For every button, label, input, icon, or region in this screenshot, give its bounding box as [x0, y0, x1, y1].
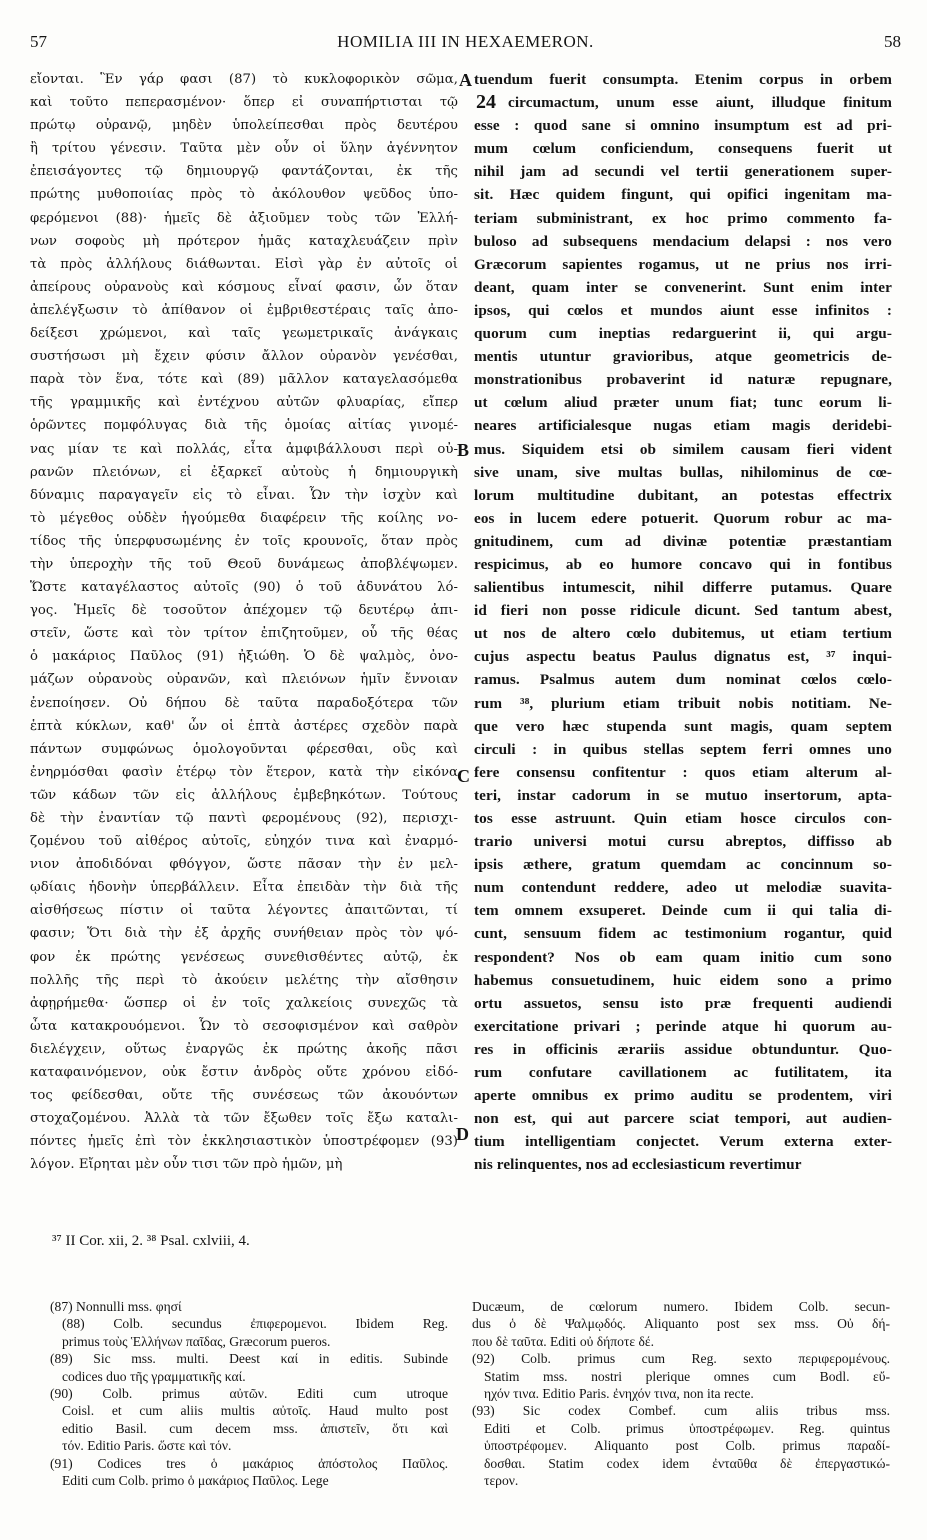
footnote-line: που δὲ ταῦτα. Editi οὐ δήποτε δέ. [472, 1333, 655, 1349]
greek-text-line: πάντων συμφώνως ὁμολογοῦνται φέρεσθαι, οὓς καὶ [30, 741, 458, 757]
greek-text-line: ἀπείρους οὐρανοὺς καὶ κόσμους εἶναί φασιν, ὧν ὅταν [30, 279, 458, 295]
greek-text-line: καταφαινόμενον, οὐκ ἔστιν ἀνδρὸς οὔτε χρόνου εἰδό- [30, 1065, 458, 1081]
greek-text-line: στεῖν, ὥστε καὶ τὸν τρίτον ἐπιζητοῦμεν, οὗ τῆς θέας [30, 626, 458, 642]
footnote-line: ηχόν τινα. Editio Paris. ἐνηχόν τινα, non ita recte. [484, 1385, 754, 1401]
footnote-line: primus τοὺς Ἑλλήνων παῖδας, Græcorum pueros. [62, 1333, 331, 1349]
latin-text-line: eos in lucem edere potuerit. Quorum robur ac ma- [474, 509, 892, 527]
greek-text-line: ὦτα κατακρουόμενοι. Ὧν τὸ σεσοφισμένον καὶ σαθρὸν [30, 1018, 458, 1034]
latin-text-line: respondent? Nos ob eam quam initio cum sono [474, 948, 892, 966]
greek-text-line: τὰ πρὸς ἀλλήλους διάθωνται. Εἰσὶ γὰρ ἐν αὐτοῖς οἱ [30, 256, 458, 272]
latin-text-line: mum cœlum conficiendum, consequens fuerit ut [474, 140, 892, 158]
margin-marker-c: C [457, 766, 470, 786]
greek-text-line: ἢ τρίτου γένεσιν. Ταῦτα μὲν οὖν οἱ ὕλην ἀγέννητον [30, 141, 458, 157]
latin-text-line: circuli : in quibus stellas septem ferri omnes uno [474, 740, 892, 758]
latin-text-line: monstrationibus probaverint id naturæ repugnare, [474, 371, 892, 389]
margin-marker-a: A [459, 70, 472, 90]
greek-text-line: αἰσθήσεως πίστιν οἱ ταῦτα λέγοντες ἀπαιτῶνται, τί [30, 903, 458, 919]
greek-text-line: νων σοφοὺς μὴ πρότερον ἡμᾶς καταχλευάζειν πρὶν [30, 233, 458, 249]
footnote-line: dus ὁ δὲ Ψαλμῳδός. Aliquanto post sex mss. Οὐ δή- [472, 1316, 890, 1332]
footnote-line: ὑποστρέφομεν. Aliquanto post Colb. primus παραδί- [484, 1438, 890, 1454]
footnotes-right [472, 1298, 890, 1489]
greek-text-line: δύναμις παραγαγεῖν εἰς τὸ εἶναι. Ὧν τὴν ἰσχὺν καὶ [30, 487, 458, 503]
latin-text-line: quorum cum ineptias redarguerint ii, qui argu- [474, 325, 892, 343]
greek-text-line: δὲ τὴν ἐναντίαν τῷ παντὶ φερομένους (92), περισχι- [30, 811, 458, 826]
latin-text-line: ipsos, qui cœlos et mundos aiunt esse infinitos : [474, 301, 892, 319]
greek-text-line: δείξεσι χρώμενοι, καὶ ταῖς γεωμετρικαῖς ἀνάγκαις [30, 326, 458, 342]
scripture-references: ³⁷ II Cor. xii, 2. ³⁸ Psal. cxlviii, 4. [52, 1233, 250, 1249]
greek-text-line: τῶν κάδων τῶν εἰς ἀλλήλους ἐμβεβηκότων. Τούτους [30, 787, 458, 803]
latin-text-line: rum ³⁸, plurium etiam tribuit nobis notitiam. Ne- [474, 694, 892, 712]
footnote-line: Editi cum Colb. primo ὁ μακάριος Παῦλος. Lege [62, 1472, 329, 1488]
greek-text-line: Ὥστε καταγέλαστος αὐτοῖς (90) ὁ τοῦ ἀδυνάτου λό- [30, 580, 458, 596]
latin-text-line: salientibus intumescit, nihil differre putamus. Quare [474, 579, 892, 597]
footnotes-left [50, 1298, 448, 1489]
latin-text-line: buloso ad subsequens mendacium delapsi : nos vero [474, 232, 892, 250]
latin-text-line: tium intelligentiam conjectet. Verum externa exter- [474, 1133, 892, 1151]
footnote-line: Statim mss. nostri plerique omnes cum Bodl. εὔ- [484, 1368, 890, 1384]
latin-text-line: teri, instar cadorum in se mutuo insertorum, apta- [474, 786, 892, 804]
page-number-left: 57 [30, 32, 47, 51]
latin-text-line: nihil jam ad secundi vel tertii generationem super- [474, 163, 892, 181]
greek-text-line: μάζων οὐρανοὺς οὐρανῶν, καὶ πλειόνων ἡμῖν ἔννοιαν [30, 672, 458, 688]
latin-text-line: rum confutare cavillationem ac futilitatem, ita [474, 1064, 892, 1082]
footnote-line: (87) Nonnulli mss. φησί [50, 1299, 182, 1314]
latin-text-line: trario universi motui cursu abreptos, diffisso ab [474, 833, 892, 851]
greek-text-line: τίδος τῆς ὑπερφυσωμένης ἐν τοῖς κρουνοῖς, ὅταν πρὸς [30, 533, 458, 549]
greek-text-line: ὁρῶντες πομφόλυγας διὰ τῆς ὁμοίας αἰτίας γινομέ- [30, 418, 458, 434]
latin-text-line: tem omnem exsuperet. Deinde cum ii qui talia di- [474, 902, 892, 920]
latin-text-line: esse : quod sane si omnino insumptum est ad pri- [474, 117, 892, 135]
greek-text-line: ὁ μακάριος Παῦλος (91) ἠξιώθη. Ὁ δὲ ψαλμὸς, ὀνο- [30, 649, 458, 665]
footnote-line: Ducæum, de cœlorum numero. Ibidem Colb. secun- [472, 1299, 890, 1314]
footnote-line: Editi et Colb. primus ὑποστρέφωμεν. Reg. quintus [484, 1420, 890, 1436]
latin-text-line: ut cœlum aliud præter unum fiat; tunc eorum li- [474, 394, 892, 412]
greek-text-line: ἑπτὰ κύκλων, καθ' ὧν οἱ ἑπτὰ ἀστέρες σχεδὸν παρὰ [30, 718, 458, 734]
latin-text-line: sive unam, sive multas bullas, nihilominus de cœ- [474, 463, 892, 481]
greek-text-line: νας μίαν τε καὶ πολλάς, εἶτα ἀμφιβάλλουσι περὶ οὐ- [30, 441, 458, 457]
latin-text-line: teriam subministrant, ex hoc primo commento fa- [474, 209, 892, 227]
greek-text-line: στοχαζομένου. Ἀλλὰ τὰ τῶν ἔξωθεν τοῖς ἔξω καταλι- [30, 1111, 458, 1127]
latin-text-line: que vero hæc stupenda sunt magis, quam septem [474, 717, 892, 735]
greek-text-line: ἀπελέγξωσιν τὸ ἀπίθανον οἱ ἐμβριθεστέραις ταῖς ἀπο- [30, 302, 458, 318]
latin-text-line: res in officinis ærariis assidue obtunduntur. Quo- [474, 1040, 892, 1058]
latin-text-line: mentis utuntur gravioribus, atque geometricis de- [474, 348, 892, 366]
latin-text-line: Græcorum sapientes rogamus, ut ne prius nos irri- [474, 255, 892, 273]
greek-text-line: ἐνεποίησεν. Οὐ δήπου δὲ ταῦτα παραδοξότερα τῶν [30, 695, 458, 711]
greek-text-line: ἐνηρμόσθαι φασὶν ἑτέρῳ τὸν ἕτερον, κατὰ τὴν εἰκόνα [30, 764, 458, 780]
footnote-line: (91) Codices tres ὁ μακάριος ἀπόστολος Παῦλος. [50, 1455, 448, 1471]
footnote-line: τόν. Editio Paris. ὥστε καὶ τόν. [62, 1438, 232, 1454]
footnote-line: Coisl. et cum aliis multis αὐτοῖς. Haud multo post [62, 1403, 448, 1419]
greek-text-line: πολλῆς τῆς περὶ τὸ ἀκούειν μελέτης τὴν αἴσθησιν [30, 972, 458, 988]
latin-text-line: respicimus, ab eo humore concavo qui in fontibus [474, 555, 892, 573]
latin-text-line: tos esse astruunt. Quin etiam hosce circulos con- [474, 810, 892, 827]
latin-text-line: id fieri non posse ridicule dicunt. Sed tantum abest, [474, 602, 892, 620]
latin-text-line: habemus consuetudinem, huic eidem sono a primo [474, 971, 892, 989]
latin-text-line: sit. Hæc quidem fingunt, qui opifici ingenitam ma- [474, 186, 892, 204]
latin-text-line: neares artificialesque nugas etiam magis deridebi- [474, 417, 892, 435]
greek-text-line: πρώτης μυθοποιίας πρὸς τὸ ἀκόλουθον ψεῦδος ὑπο- [30, 187, 458, 203]
greek-text-line: νιον ἀποδιδόναι φθόγγον, ὥστε πᾶσαν τὴν ἐν μελ- [30, 857, 458, 873]
footnote-line: (90) Colb. primus αὐτῶν. Editi cum utroque [50, 1385, 448, 1401]
greek-text-line: παρὰ τὸν ἕνα, τότε καὶ (89) μᾶλλον καταγελασόμεθα [30, 372, 458, 388]
greek-text-line: πρώτῳ οὐρανῷ, μηδὲν ὑπολείπεσθαι πρὸς δευτέρου [30, 118, 458, 134]
greek-text-line: γος. Ἡμεῖς δὲ τοσοῦτον ἀπέχομεν τῷ δευτέρῳ ἀπι- [30, 603, 458, 619]
latin-text-line: mus. Siquidem etsi ob similem causam fieri vident [474, 440, 892, 458]
greek-text-line: ῳδίαις ἡδονὴν ὑπερβάλλειν. Εἶτα ἐπειδὰν τὴν διὰ τῆς [30, 880, 458, 896]
greek-text-line: τος φείδεσθαι, οὔτε τῆς συνέσεως τῶν ἀκουόντων [30, 1088, 458, 1104]
latin-text-line: num contendunt reddere, adeo ut melodiæ suavita- [474, 879, 892, 897]
latin-text-line: ipsis æthere, gratum quemdam ac concinnum so- [474, 856, 892, 874]
latin-text-line: deant, quam inter se convenerint. Sunt enim inter [474, 278, 892, 296]
greek-text-line: ἀφῃρήμεθα· ὥσπερ οἱ ἐν τοῖς χαλκείοις συνεχῶς τὰ [30, 995, 458, 1011]
latin-text-line: ortu assuetos, sensu isto præ frequenti audiendi [474, 994, 892, 1012]
page-title: HOMILIA III IN HEXAEMERON. [337, 32, 594, 51]
footnote-line: (92) Colb. primus cum Reg. sexto περιφερομένους. [472, 1351, 890, 1367]
latin-text-line: ramus. Psalmus autem dum nominat cœlos cœlo- [474, 671, 892, 689]
page-number-right: 58 [884, 32, 901, 51]
section-number: 24 [476, 91, 496, 113]
greek-text-line: καὶ τοῦτο πεπερασμένον· ὅπερ εἰ συναπήρτισται τῷ [30, 95, 458, 111]
latin-text-line: exercitatione privari ; perinde atque hi quorum au- [474, 1017, 892, 1035]
latin-text-line: gnitudinem, cum ad divinæ potentiæ præstantiam [474, 532, 892, 550]
latin-text-line: aperte omnibus ex primo auditu se prodentem, viri [474, 1087, 892, 1105]
footnote-line: codices duo τῆς γραμματικῆς καί. [62, 1368, 246, 1384]
running-header [30, 32, 901, 58]
greek-text-line: εἴονται. Ἓν γάρ φασι (87) τὸ κυκλοφορικὸν σῶμα, [30, 72, 458, 87]
greek-text-line: ρανῶν πλειόνων, εἰ ἐξαρκεῖ αὐτοὺς ἡ δημιουργικὴ [30, 464, 458, 480]
margin-marker-b: B [457, 440, 470, 460]
footnote-line: (88) Colb. secundus ἐπιφερομενοι. Ibidem Reg. [62, 1316, 448, 1332]
greek-text-line: συστήσωσι μὴ ἔχειν φύσιν ἄλλον οὐρανὸν γενέσθαι, [30, 349, 458, 365]
latin-text-line: non est, qui aut parcere sciat tempori, aut audien- [474, 1110, 892, 1128]
margin-marker-d: D [456, 1124, 469, 1144]
greek-text-line: διελέγχειν, οὕτως ἐναργῶς ἐκ πρώτης ἀκοῆς πᾶσι [30, 1041, 458, 1057]
latin-text-column [474, 68, 892, 1177]
footnote-line: δοσθαι. Statim codex idem ἐνταῦθα δὲ ἐπεργαστικώ- [484, 1455, 890, 1471]
latin-text-line: fere consensu confitentur : quos etiam alterum al- [474, 763, 892, 781]
latin-text-line: circumactum, unum esse aiunt, illudque finitum [508, 94, 892, 112]
greek-text-column [30, 68, 458, 1177]
footnote-line: (93) Sic codex Combef. cum aliis tribus mss. [472, 1403, 890, 1419]
footnote-line: τερον. [484, 1472, 519, 1488]
greek-text-line: τῆς γραμμικῆς καὶ ἐντέχνου αὐτῶν φλυαρίας, εἴπερ [30, 395, 458, 411]
footnote-line: editio Basil. cum decem mss. ἀπιστεῖν, ὅτι καὶ [62, 1420, 448, 1436]
latin-text-line: tuendum fuerit consumpta. Etenim corpus in orbem [474, 71, 892, 88]
greek-text-line: ζομένου τοῦ αἰθέρος αὐτοῖς, εὐηχόν τινα καὶ ἐναρμό- [30, 834, 458, 850]
greek-text-line: φασιν; Ὅτι διὰ τὴν ἐξ ἀρχῆς συνήθειαν πρὸς τὸν ψό- [30, 926, 458, 942]
greek-text-line: τὸ μέγεθος οὐδὲν ἡγούμεθα διαφέρειν τῆς κοίλης νο- [30, 510, 458, 526]
footnote-line: (89) Sic mss. multi. Deest καί in editis. Subinde [50, 1351, 448, 1367]
greek-text-line: πόντες ἡμεῖς ἐπὶ τὸν ἐκκλησιαστικὸν ὑποστρέφομεν (93) [30, 1134, 458, 1150]
greek-text-line: τὴν ὑπεροχὴν τῆς τοῦ Θεοῦ δυνάμεως ἀποβλέψωμεν. [30, 556, 458, 572]
latin-text-line: nis relinquentes, nos ad ecclesiasticum revertimur [474, 1156, 802, 1174]
greek-text-line: ἐπεισάγοντες τῷ δημιουργῷ φαντάζονται, ἐκ τῆς [30, 164, 458, 180]
latin-text-line: cujus aspectu beatus Paulus dignatus est, ³⁷ inqui- [474, 648, 892, 666]
greek-text-line: λόγον. Εἴρηται μὲν οὖν τισι τῶν πρὸ ἡμῶν, μὴ [30, 1157, 343, 1173]
latin-text-line: cunt, sensuum fidem ac testimonium rogantur, quid [474, 925, 892, 943]
greek-text-line: φερόμενοι (88)· ἡμεῖς δὲ ἀξιοῦμεν τοὺς τῶν Ἑλλή- [30, 210, 458, 226]
latin-text-line: lorum multitudine dubitant, an potestas effectrix [474, 486, 892, 504]
greek-text-line: φον ἐκ πρώτης γενέσεως συνεθισθέντες αὐτῷ, ἐκ [30, 949, 458, 965]
latin-text-line: ut nos de altero cœlo dubitemus, ut etiam tertium [474, 625, 892, 643]
